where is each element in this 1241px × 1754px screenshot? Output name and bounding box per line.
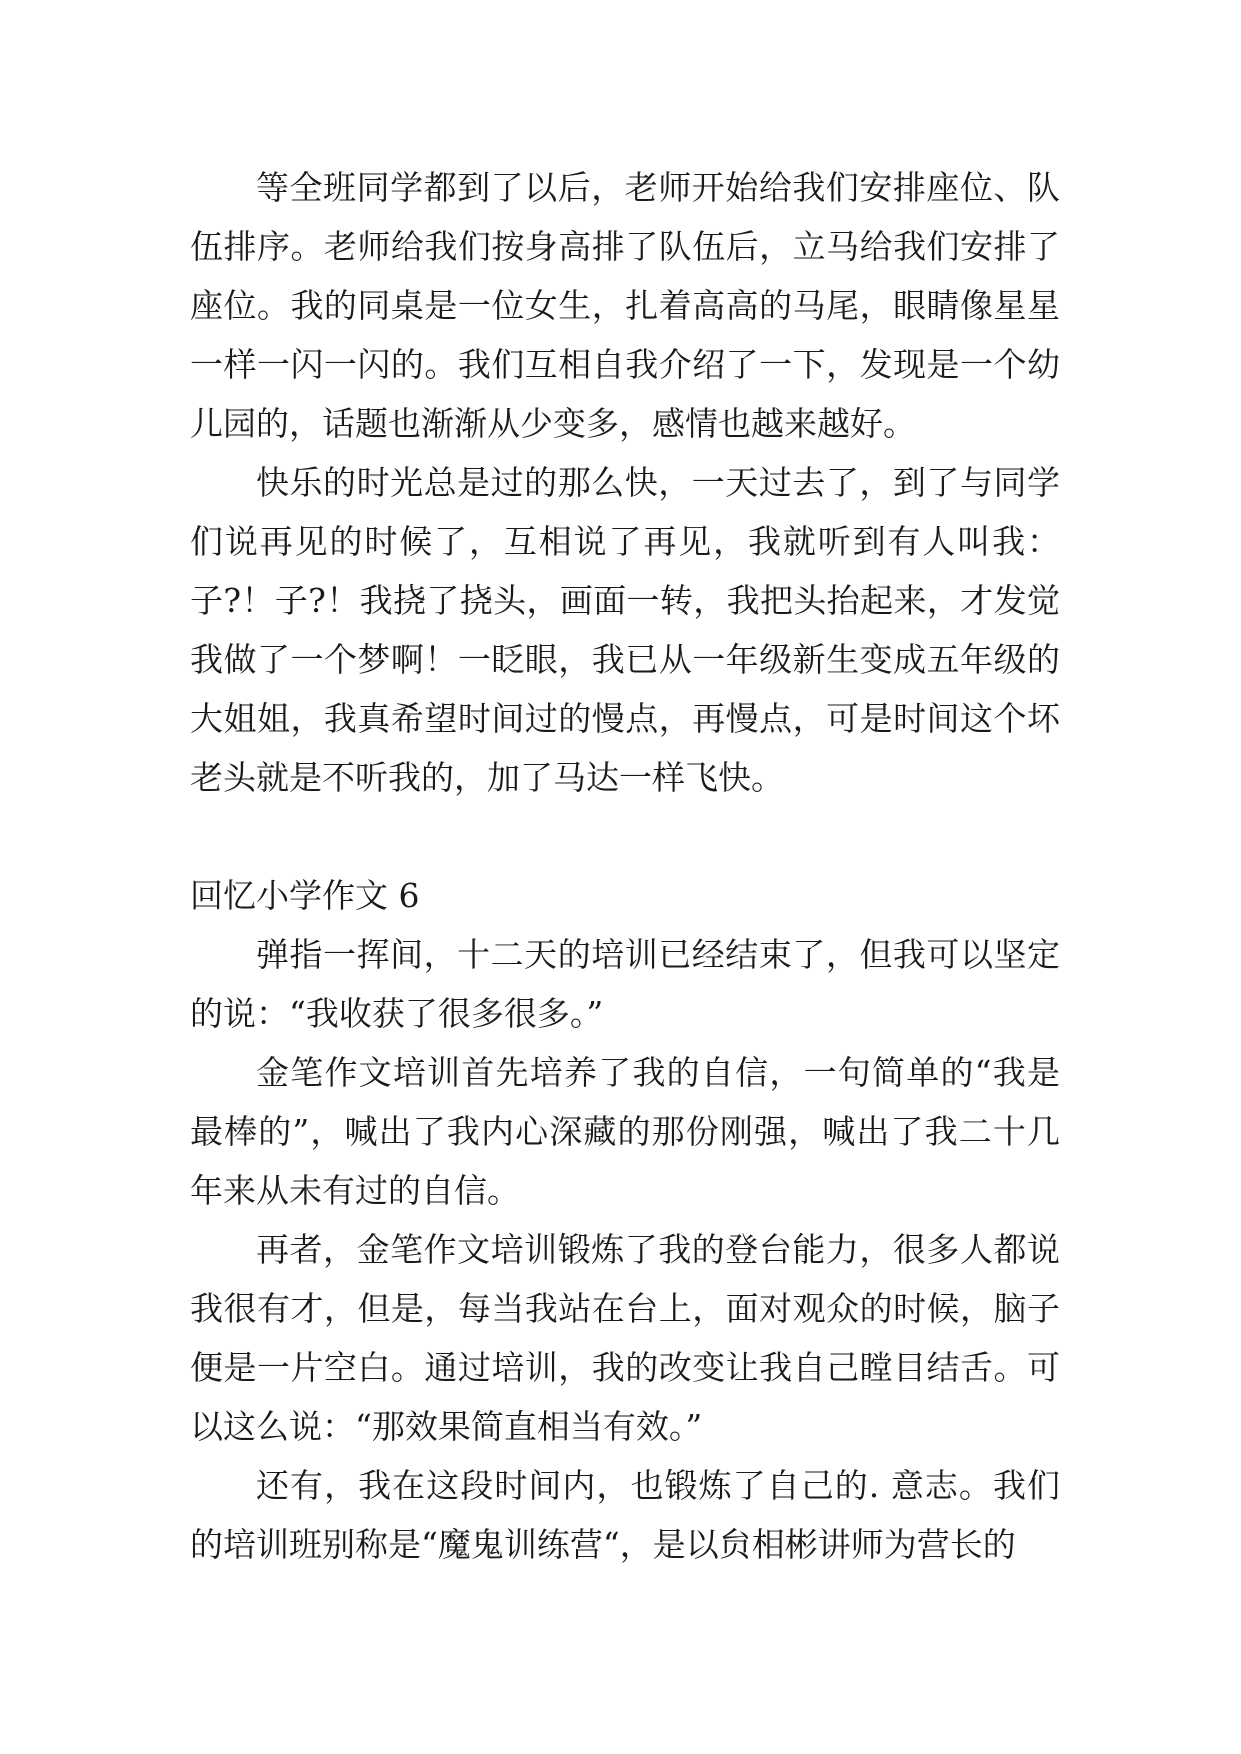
document-body [190,158,1060,1574]
paragraph: 弹指一挥间，十二天的培训已经结束了，但我可以坚定的说：“我收获了很多很多。” [190,935,1060,1033]
paragraph: 快乐的时光总是过的那么快，一天过去了，到了与同学们说再见的时候了，互相说了再见，我就听到有人叫我：子?！子?！我挠了挠头，画面一转，我把头抬起来，才发觉我做了一个梦啊！一眨眼，我已从一年级新生变成五年级的大姐姐，我真希望时间过的慢点，再慢点，可是时间这个坏老头就是不听我的，加了马达一样飞快。 [190,463,1060,797]
paragraph: 等全班同学都到了以后，老师开始给我们安排座位、队伍排序。老师给我们按身高排了队伍后，立马给我们安排了座位。我的同桌是一位女生，扎着高高的马尾，眼睛像星星一样一闪一闪的。我们互相自我介绍了一下，发现是一个幼儿园的，话题也渐渐从少变多，感情也越来越好。 [190,168,1060,443]
paragraph: 还有，我在这段时间内，也锻炼了自己的. 意志。我们的培训班别称是“魔鬼训练营“，是以贠相彬讲师为营长的 [190,1466,1060,1564]
paragraph: 再者，金笔作文培训锻炼了我的登台能力，很多人都说我很有才，但是，每当我站在台上，面对观众的时候，脑子便是一片空白。通过培训，我的改变让我自己瞠目结舌。可以这么说：“那效果简直相当有效。” [190,1230,1060,1446]
paragraph: 金笔作文培训首先培养了我的自信，一句简单的“我是最棒的”，喊出了我内心深藏的那份刚强，喊出了我二十几年来从未有过的自信。 [190,1053,1060,1210]
section-title: 回忆小学作文 6 [190,876,420,915]
